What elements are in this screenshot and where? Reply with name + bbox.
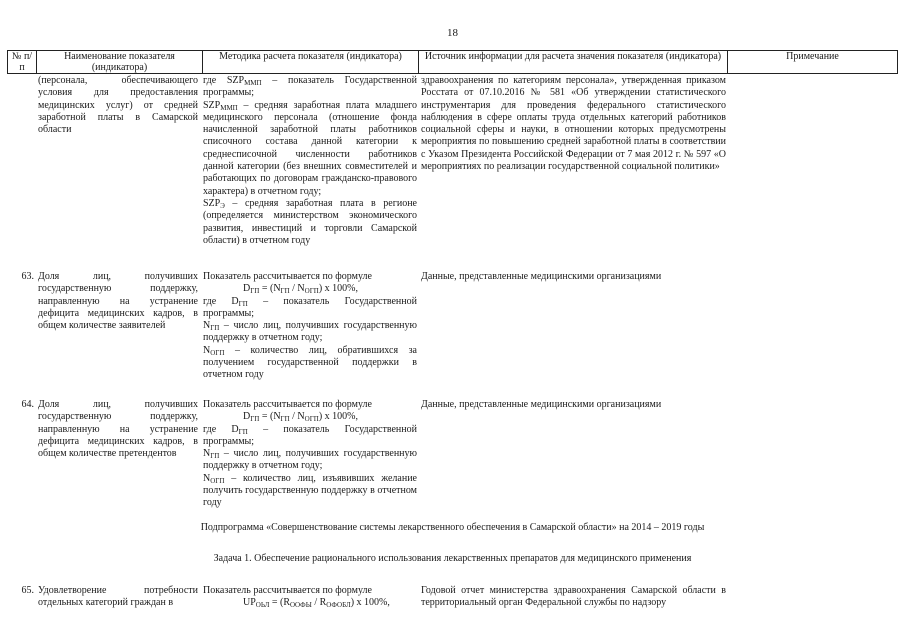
row-number: 63.: [21, 271, 34, 282]
header-source: Источник информации для расчета значения показателя (индикатора): [419, 51, 728, 74]
header-name: Наименование показателя (индикатора): [37, 51, 203, 74]
header-note: Примечание: [728, 51, 898, 74]
calculation-method: Показатель рассчитывается по формуле $UP_{ОЬЛ} = (R_{ООФЫ} / R_{ОФОБЛ})$ x 100%,: [203, 585, 417, 610]
calculation-method: где $SZP_{ММП}$ – показатель Государственной программы; $SZP_{ММП}$ – средняя заработная плата младшего медицинского персонала (отношение фонда начисленной заработной платы работников списочного состава данной категории к среднесписочной численности работников данной категории (без внешних совместителей и работающих по договорам гражданско-правового характера) в отчетном году; $SZP_Э$ – средняя заработная плата в регионе (определяется министерством экономического развития, инвестиций и торговли Самарской области) в отчетном году: [203, 75, 417, 246]
header-num: № п/п: [8, 51, 37, 74]
subprogram-heading: Подпрограмма «Совершенствование системы лекарственного обеспечения в Самарской области» на 2014 – 2019 годы: [200, 522, 705, 533]
formula: $D_{ГП} = (N_{ГП} / N_{ОГП})$ x 100%,: [243, 283, 358, 296]
row-number: 65.: [21, 585, 34, 596]
row-number: 64.: [21, 399, 34, 410]
indicator-name: Доля лиц, получивших государственную поддержку, направленную на устранение дефицита медицинских кадров, в общем количестве заявителей: [38, 271, 198, 332]
indicator-name: Удовлетворение потребности отдельных категорий граждан в: [38, 585, 198, 609]
formula: $D_{ГП} = (N_{ГП} / N_{ОГП})$ x 100%,: [243, 411, 358, 424]
indicator-name: Доля лиц, получивших государственную поддержку, направленную на устранение дефицита медицинских кадров, в общем количестве претендентов: [38, 399, 198, 460]
information-source: здравоохранения по категориям персонала», утвержденная приказом Росстата от 07.10.2016 № 581 «Об утверждении статистического инструментария для проведения федерального статистического наблюдения в сфере оплаты труда отдельных категорий работников социальной сферы и науки, в отношении которых предусмотрены мероприятия по повышению средней заработной платы в соответствии с Указом Президента Российской Федерации от 7 мая 2012 г. № 597 «О мероприятиях по реализации государственной социальной политики»: [421, 75, 726, 173]
table-header: [7, 50, 898, 74]
indicator-name: (персонала, обеспечивающего условия для предоставления медицинских услуг) от средней заработной платы в Самарской области: [38, 75, 198, 136]
header-method: Методика расчета показателя (индикатора): [203, 51, 419, 74]
information-source: Данные, представленные медицинскими организациями: [421, 399, 662, 410]
information-source: Данные, представленные медицинскими организациями: [421, 271, 662, 282]
formula: $UP_{ОЬЛ} = (R_{ООФЫ} / R_{ОФОБЛ})$ x 100%,: [243, 597, 390, 610]
page-number: 18: [447, 27, 458, 39]
calculation-method: Показатель рассчитывается по формуле $D_{ГП} = (N_{ГП} / N_{ОГП})$ x 100%, где $D_{ГП}$ – показатель Государственной программы; $N_{ГП}$ – число лиц, получивших государственную поддержку в отчетном году; $N_{ОГП}$ – количество лиц, обратившихся за получением государственной поддержки в отчетном году: [203, 271, 417, 381]
task-heading: Задача 1. Обеспечение рационального использования лекарственных препаратов для медицинского применения: [213, 553, 692, 564]
calculation-method: Показатель рассчитывается по формуле $D_{ГП} = (N_{ГП} / N_{ОГП})$ x 100%, где $D_{ГП}$ – показатель Государственной программы; $N_{ГП}$ – число лиц, получивших государственную поддержку в отчетном году; $N_{ОГП}$ – количество лиц, изъявивших желание получить государственную поддержку в отчетном году: [203, 399, 417, 509]
information-source: Годовой отчет министерства здравоохранения Самарской области в территориальный орган Федеральной службы по надзору: [421, 585, 726, 609]
